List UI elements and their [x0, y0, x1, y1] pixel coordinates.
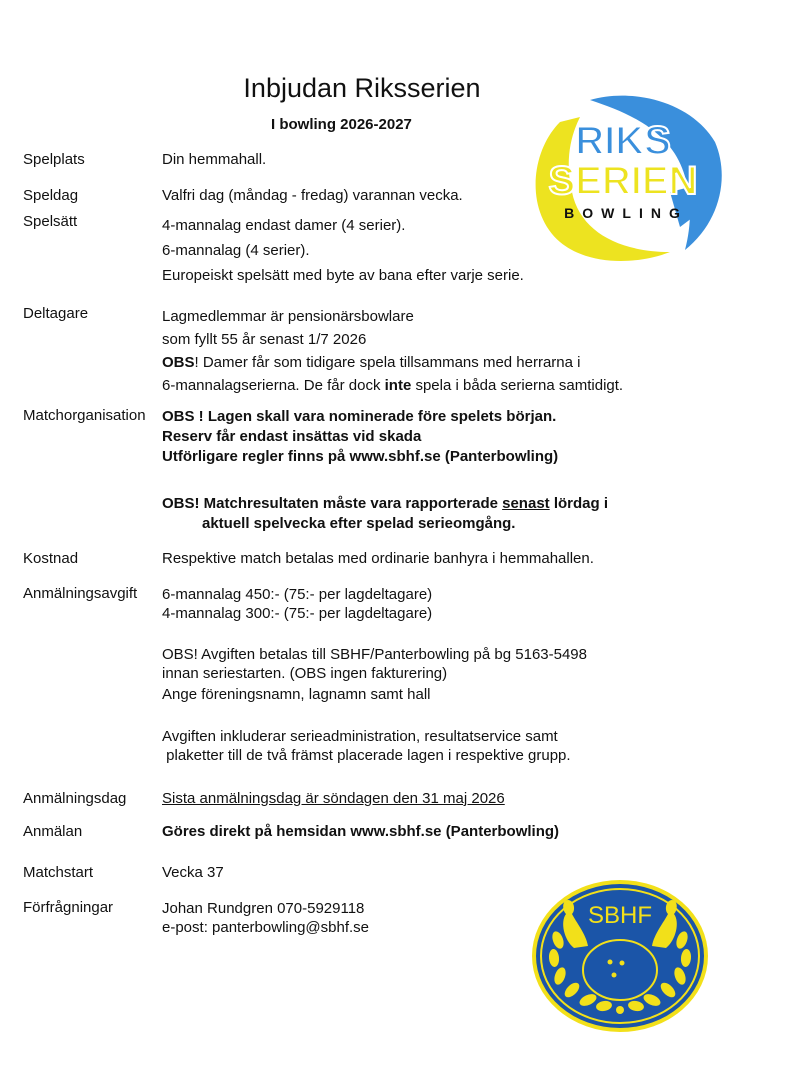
payment-line: OBS! Avgiften betalas till SBHF/Panterbowling på bg 5163-5498 — [162, 646, 587, 663]
payment-line: innan seriestarten. (OBS ingen fakturering) — [162, 665, 448, 682]
speldag-value: Valfri dag (måndag - fredag) varannan vecka. — [162, 187, 463, 204]
matchorganisation-value — [162, 407, 558, 467]
matchstart-value: Vecka 37 — [162, 864, 224, 881]
matchresultat-notice — [162, 494, 608, 534]
obs-bold: OBS — [162, 354, 195, 371]
spelsatt-line: 4-mannalag endast damer (4 serier). — [162, 217, 406, 234]
riksserien-logo — [520, 92, 726, 262]
inte-bold: inte — [384, 377, 412, 394]
kostnad-value: Respektive match betalas med ordinarie banhyra i hemmahallen. — [162, 550, 594, 567]
document-title: Inbjudan Riksserien — [243, 73, 481, 103]
matchstart-label: Matchstart — [23, 864, 94, 881]
sbhf-logo-graphic — [530, 878, 710, 1034]
document-subtitle: I bowling 2026-2027 — [271, 116, 412, 133]
includes-line: plaketter till de två främst placerade lagen i respektive grupp. — [162, 747, 571, 764]
spelplats-value: Din hemmahall. — [162, 151, 267, 168]
fee-line: 4-mannalag 300:- (75:- per lagdeltagare) — [162, 605, 433, 622]
riksserien-logo-bowling: BOWLING — [564, 205, 688, 221]
contact-email: e-post: panterbowling@sbhf.se — [162, 919, 370, 936]
spelsatt-line: 6-mannalag (4 serier). — [162, 242, 310, 259]
deltagare-value — [162, 305, 623, 397]
forfragningar-value — [162, 899, 369, 937]
kostnad-label: Kostnad — [23, 550, 79, 567]
anmalningsavgift-payment — [162, 645, 587, 706]
contact-name-phone: Johan Rundgren 070-5929118 — [162, 900, 365, 917]
spelsatt-label: Spelsätt — [23, 213, 78, 230]
matchresultat-text: OBS! Matchresultaten måste vara rapporterade — [162, 495, 503, 512]
matchorg-line: Utförligare regler finns på www.sbhf.se (Panterbowling) — [162, 448, 559, 465]
anmalningsdag-label: Anmälningsdag — [23, 790, 127, 807]
matchresultat-line: aktuell spelvecka efter spelad serieomgång. — [202, 515, 516, 532]
anmalan-label: Anmälan — [23, 823, 83, 840]
deltagare-obs-line — [162, 351, 623, 374]
matchorganisation-label: Matchorganisation — [23, 407, 146, 424]
senast-underlined: senast — [502, 495, 550, 512]
deltagare-text: spela i båda serierna samtidigt. — [411, 377, 624, 394]
includes-line: Avgiften inkluderar serieadministration, resultatservice samt — [162, 728, 558, 745]
sbhf-logo-text: SBHF — [587, 902, 653, 929]
riksserien-logo-riks: RIKS — [575, 119, 671, 163]
anmalningsavgift-label: Anmälningsavgift — [23, 585, 138, 602]
matchorg-line: OBS ! Lagen skall vara nominerade före spelets början. — [162, 408, 557, 425]
deltagare-line: Lagmedlemmar är pensionärsbowlare — [162, 308, 414, 325]
deltagare-line: som fyllt 55 år senast 1/7 2026 — [162, 331, 367, 348]
deltagare-line — [162, 374, 623, 397]
matchorg-line: Reserv får endast insättas vid skada — [162, 428, 422, 445]
riksserien-logo-graphic — [520, 92, 726, 262]
deltagare-label: Deltagare — [23, 305, 89, 322]
anmalningsavgift-fees — [162, 585, 432, 623]
sbhf-logo — [530, 878, 710, 1034]
anmalningsdag-value: Sista anmälningsdag är söndagen den 31 maj 2026 — [162, 790, 505, 807]
anmalan-value: Göres direkt på hemsidan www.sbhf.se (Panterbowling) — [162, 823, 560, 840]
matchresultat-line — [162, 494, 608, 514]
anmalningsavgift-includes — [162, 727, 571, 765]
fee-line: 6-mannalag 450:- (75:- per lagdeltagare) — [162, 586, 433, 603]
deltagare-text: 6-mannalagserierna. De får dock — [162, 377, 385, 394]
payment-line: Ange föreningsnamn, lagnamn samt hall — [162, 686, 431, 703]
spelsatt-line: Europeiskt spelsätt med byte av bana efter varje serie. — [162, 267, 524, 284]
spelplats-label: Spelplats — [23, 151, 85, 168]
spelsatt-value — [162, 213, 524, 288]
riksserien-logo-serien: SERIEN — [548, 159, 698, 203]
forfragningar-label: Förfrågningar — [23, 899, 114, 916]
matchresultat-text: lördag i — [549, 495, 608, 512]
speldag-label: Speldag — [23, 187, 79, 204]
obs-text: ! Damer får som tidigare spela tillsammans med herrarna i — [194, 354, 581, 371]
